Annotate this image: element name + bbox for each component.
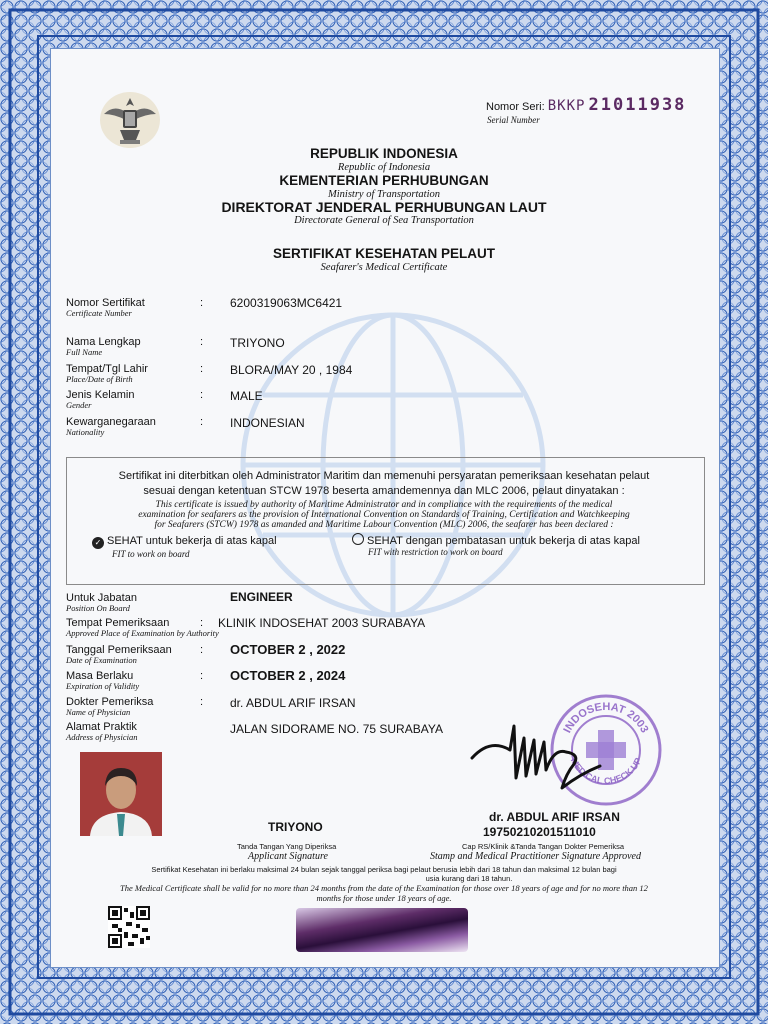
- footer-en-line1: The Medical Certificate shall be valid for no more than 24 months from the date of the Examination for those over 18 years of age and for no more than 12: [120, 883, 648, 893]
- colon: :: [200, 336, 204, 348]
- serial-label-en: Serial Number: [487, 115, 540, 125]
- header-directorate: DIREKTORAT JENDERAL PERHUBUNGAN LAUT: [221, 199, 547, 215]
- footer-en-line2: months for those under 18 years of age.: [316, 893, 452, 903]
- label-id: Kewarganegaraan: [66, 416, 156, 428]
- applicant-caption-en: Applicant Signature: [248, 851, 328, 862]
- stamp-top-text: INDOSEHAT 2003: [561, 700, 651, 735]
- label-en: Expiration of Validity: [66, 681, 140, 691]
- declaration-id-line1: Sertifikat ini diterbitkan oleh Administrator Maritim dan memenuhi persyaratan pemeriksaan kesehatan pelaut: [118, 470, 650, 482]
- header-republic: REPUBLIK INDONESIA: [310, 146, 458, 161]
- exam-place-value: KLINIK INDOSEHAT 2003 SURABAYA: [218, 616, 426, 630]
- declaration-en-line2: examination for seafarers as the provision of International Convention on Standards of Training, Certification and Watchkeeping: [138, 510, 630, 520]
- exam-date-value: OCTOBER 2 , 2022: [230, 642, 346, 657]
- nationality-value: INDONESIAN: [230, 416, 305, 430]
- empty-circle-icon: [352, 533, 364, 545]
- label-en: Position On Board: [66, 603, 130, 613]
- colon: :: [200, 416, 204, 428]
- label-id: Nama Lengkap: [66, 336, 141, 348]
- colon: :: [200, 297, 204, 309]
- field-label-nationality: [66, 416, 156, 437]
- serial-label: Nomor Seri:: [486, 101, 545, 113]
- option-fit-label-en: FIT to work on board: [112, 549, 190, 559]
- stamp-bottom-text: MEDICAL CHECK UP: [568, 756, 644, 786]
- header-directorate-en: Directorate General of Sea Transportation: [294, 215, 474, 226]
- expiration-value: OCTOBER 2 , 2024: [230, 668, 346, 683]
- field-label-exam-date: [66, 644, 172, 665]
- field-label-gender: [66, 389, 134, 410]
- label-id: Tempat/Tgl Lahir: [66, 363, 148, 375]
- label-id: Masa Berlaku: [66, 670, 134, 682]
- option-restriction-label-en: FIT with restriction to work on board: [368, 547, 503, 557]
- label-en: Nationality: [66, 427, 105, 437]
- label-id: Tanggal Pemeriksaan: [66, 644, 172, 656]
- label-en: Gender: [66, 400, 92, 410]
- label-en: Place/Date of Birth: [66, 374, 133, 384]
- option-fit-label: SEHAT untuk bekerja di atas kapal: [107, 535, 277, 547]
- physician-id-number: 19750210201511010: [483, 825, 596, 839]
- garuda-emblem-icon: [98, 90, 162, 150]
- colon: :: [200, 696, 204, 708]
- label-en: Date of Examination: [66, 655, 137, 665]
- option-restriction-label: SEHAT dengan pembatasan untuk bekerja di atas kapal: [367, 535, 640, 547]
- label-id: Nomor Sertifikat: [66, 297, 145, 309]
- checked-circle-icon: ✓: [92, 537, 104, 549]
- address-value: JALAN SIDORAME NO. 75 SURABAYA: [230, 722, 443, 736]
- certificate-title: SERTIFIKAT KESEHATAN PELAUT: [273, 246, 495, 261]
- declaration-id-line2: sesuai dengan ketentuan STCW 1978 beserta amandemennya dan MLC 2006, pelaut dinyatakan :: [143, 485, 625, 497]
- hologram-seal: [296, 908, 468, 952]
- declaration-en-line3: for Seafarers (STCW) 1978 as amanded and Maritime Labour Convention (MLC) 2006, the seafarer has been declared :: [154, 520, 614, 530]
- option-fit-restriction: [352, 533, 640, 557]
- label-en: Certificate Number: [66, 308, 132, 318]
- label-id: Dokter Pemeriksa: [66, 696, 154, 708]
- position-value: ENGINEER: [230, 590, 293, 604]
- birth-value: BLORA/MAY 20 , 1984: [230, 363, 353, 377]
- colon: :: [200, 363, 204, 375]
- serial-prefix: BKKP: [547, 98, 586, 114]
- label-en: Full Name: [66, 347, 103, 357]
- serial-number-block: [486, 95, 686, 125]
- label-id: Alamat Praktik: [66, 721, 137, 733]
- physician-caption-en: Stamp and Medical Practitioner Signature Approved: [430, 851, 641, 862]
- certificate-title-en: Seafarer's Medical Certificate: [320, 262, 448, 273]
- field-label-exam-place: [66, 617, 219, 638]
- header-republic-en: Republic of Indonesia: [337, 162, 431, 173]
- physician-value: dr. ABDUL ARIF IRSAN: [230, 696, 356, 710]
- colon: :: [200, 644, 204, 656]
- applicant-caption: Tanda Tangan Yang Diperiksa: [237, 842, 337, 851]
- physician-signature: [470, 718, 620, 798]
- field-label-physician: [66, 696, 153, 717]
- colon: :: [200, 389, 204, 401]
- serial-number: 21011938: [588, 95, 687, 115]
- applicant-photo: [80, 752, 162, 836]
- label-en: Address of Physician: [66, 732, 138, 742]
- colon: :: [200, 670, 204, 682]
- option-fit: [92, 535, 277, 559]
- gender-value: MALE: [230, 389, 263, 403]
- field-label-full-name: [66, 336, 141, 357]
- qr-code: [108, 906, 150, 948]
- footer-id-line1: Sertifikat Kesehatan ini berlaku maksimal 24 bulan sejak tanggal periksa bagi pelaut berusia lebih dari 18 tahun dan maksimal 12 bulan bagi: [151, 865, 617, 874]
- field-label-expiration: [66, 670, 139, 691]
- field-label-position: [66, 592, 137, 613]
- declaration-en-line1: This certificate is issued by authority of Maritime Administrator and in compliance with the requirements of the medical: [155, 500, 613, 510]
- physician-name: dr. ABDUL ARIF IRSAN: [489, 810, 620, 824]
- full-name-value: TRIYONO: [230, 336, 285, 350]
- footer-id-line2: usia kurang dari 18 tahun.: [425, 874, 513, 883]
- header-ministry-en: Ministry of Transportation: [327, 189, 441, 200]
- label-en: Approved Place of Examination by Authority: [66, 628, 219, 638]
- label-en: Name of Physician: [66, 707, 131, 717]
- field-label-address: [66, 721, 137, 742]
- field-label-birth: [66, 363, 148, 384]
- colon: :: [200, 617, 204, 629]
- label-id: Tempat Pemeriksaan: [66, 617, 170, 629]
- certificate-number-value: 6200319063MC6421: [230, 296, 343, 310]
- applicant-name: TRIYONO: [268, 820, 323, 834]
- header-ministry: KEMENTERIAN PERHUBUNGAN: [279, 173, 489, 188]
- physician-caption: Cap RS/Klinik &Tanda Tangan Dokter Pemeriksa: [462, 842, 625, 851]
- field-label-certificate-number: [66, 297, 145, 318]
- label-id: Jenis Kelamin: [66, 389, 135, 401]
- label-id: Untuk Jabatan: [66, 592, 137, 604]
